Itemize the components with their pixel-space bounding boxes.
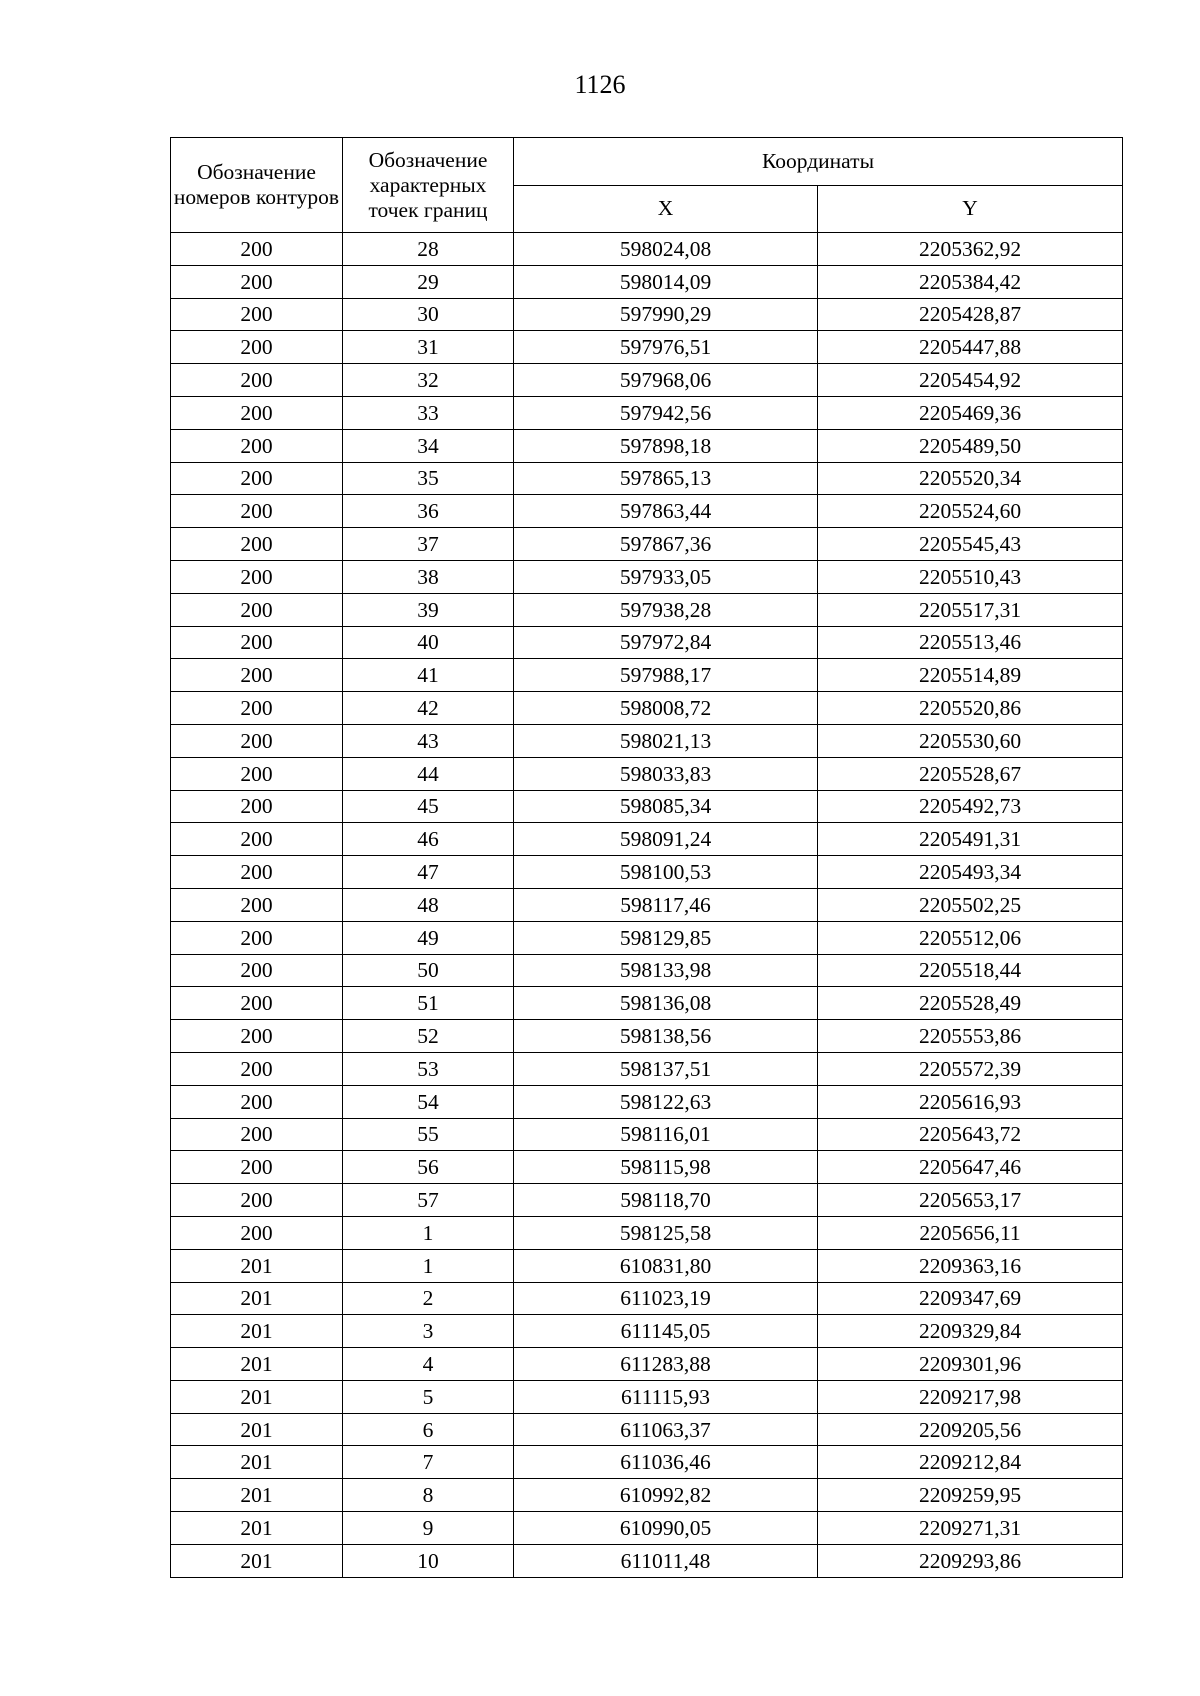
cell-y: 2209217,98 xyxy=(818,1380,1123,1413)
cell-x: 598116,01 xyxy=(514,1118,818,1151)
cell-contour: 200 xyxy=(171,462,343,495)
table-row xyxy=(171,1249,1123,1282)
cell-point: 40 xyxy=(343,626,514,659)
cell-y: 2209347,69 xyxy=(818,1282,1123,1315)
cell-y: 2205517,31 xyxy=(818,593,1123,626)
cell-y: 2205493,34 xyxy=(818,856,1123,889)
cell-x: 597865,13 xyxy=(514,462,818,495)
table-body xyxy=(171,233,1123,1578)
cell-point: 57 xyxy=(343,1184,514,1217)
table-row xyxy=(171,1544,1123,1577)
table-row xyxy=(171,1380,1123,1413)
cell-contour: 200 xyxy=(171,1085,343,1118)
cell-x: 597863,44 xyxy=(514,495,818,528)
cell-y: 2209301,96 xyxy=(818,1348,1123,1381)
cell-point: 2 xyxy=(343,1282,514,1315)
header-x: X xyxy=(514,185,818,233)
table-row xyxy=(171,1446,1123,1479)
cell-x: 598085,34 xyxy=(514,790,818,823)
cell-contour: 201 xyxy=(171,1544,343,1577)
cell-point: 52 xyxy=(343,1020,514,1053)
cell-x: 598133,98 xyxy=(514,954,818,987)
cell-point: 44 xyxy=(343,757,514,790)
cell-x: 598024,08 xyxy=(514,233,818,266)
table-row xyxy=(171,1118,1123,1151)
cell-x: 611011,48 xyxy=(514,1544,818,1577)
cell-contour: 201 xyxy=(171,1249,343,1282)
cell-contour: 200 xyxy=(171,429,343,462)
cell-point: 48 xyxy=(343,888,514,921)
table-row xyxy=(171,265,1123,298)
cell-contour: 200 xyxy=(171,396,343,429)
table-row xyxy=(171,1315,1123,1348)
cell-contour: 200 xyxy=(171,1184,343,1217)
cell-point: 51 xyxy=(343,987,514,1020)
cell-contour: 200 xyxy=(171,233,343,266)
cell-y: 2205643,72 xyxy=(818,1118,1123,1151)
cell-contour: 200 xyxy=(171,495,343,528)
table-row xyxy=(171,987,1123,1020)
cell-x: 611023,19 xyxy=(514,1282,818,1315)
cell-y: 2205616,93 xyxy=(818,1085,1123,1118)
cell-y: 2205492,73 xyxy=(818,790,1123,823)
cell-y: 2205513,46 xyxy=(818,626,1123,659)
table-row xyxy=(171,626,1123,659)
cell-contour: 200 xyxy=(171,265,343,298)
cell-contour: 200 xyxy=(171,659,343,692)
cell-y: 2205428,87 xyxy=(818,298,1123,331)
cell-point: 53 xyxy=(343,1052,514,1085)
cell-contour: 201 xyxy=(171,1479,343,1512)
cell-contour: 200 xyxy=(171,528,343,561)
cell-point: 30 xyxy=(343,298,514,331)
cell-contour: 201 xyxy=(171,1380,343,1413)
cell-contour: 200 xyxy=(171,856,343,889)
cell-x: 610992,82 xyxy=(514,1479,818,1512)
cell-point: 31 xyxy=(343,331,514,364)
cell-contour: 200 xyxy=(171,757,343,790)
cell-x: 598033,83 xyxy=(514,757,818,790)
table-row xyxy=(171,1413,1123,1446)
cell-contour: 200 xyxy=(171,1151,343,1184)
cell-x: 611145,05 xyxy=(514,1315,818,1348)
table-row xyxy=(171,757,1123,790)
cell-y: 2205553,86 xyxy=(818,1020,1123,1053)
cell-contour: 200 xyxy=(171,298,343,331)
table-row xyxy=(171,593,1123,626)
header-coordinates: Координаты xyxy=(514,138,1123,186)
cell-point: 8 xyxy=(343,1479,514,1512)
cell-contour: 201 xyxy=(171,1413,343,1446)
table-row xyxy=(171,692,1123,725)
table-row xyxy=(171,1512,1123,1545)
table-header xyxy=(171,138,1123,233)
cell-point: 39 xyxy=(343,593,514,626)
cell-contour: 200 xyxy=(171,987,343,1020)
table-row xyxy=(171,856,1123,889)
cell-x: 597867,36 xyxy=(514,528,818,561)
cell-y: 2205524,60 xyxy=(818,495,1123,528)
cell-y: 2205510,43 xyxy=(818,560,1123,593)
cell-y: 2205545,43 xyxy=(818,528,1123,561)
cell-x: 598100,53 xyxy=(514,856,818,889)
table-row xyxy=(171,1184,1123,1217)
cell-y: 2205520,34 xyxy=(818,462,1123,495)
table-row xyxy=(171,1151,1123,1184)
cell-x: 610990,05 xyxy=(514,1512,818,1545)
cell-contour: 200 xyxy=(171,921,343,954)
cell-x: 598129,85 xyxy=(514,921,818,954)
cell-x: 598137,51 xyxy=(514,1052,818,1085)
cell-contour: 201 xyxy=(171,1446,343,1479)
table-row xyxy=(171,921,1123,954)
table-row xyxy=(171,1479,1123,1512)
table-row xyxy=(171,659,1123,692)
cell-contour: 200 xyxy=(171,692,343,725)
cell-point: 42 xyxy=(343,692,514,725)
cell-x: 597898,18 xyxy=(514,429,818,462)
cell-x: 597990,29 xyxy=(514,298,818,331)
cell-x: 598115,98 xyxy=(514,1151,818,1184)
cell-x: 597988,17 xyxy=(514,659,818,692)
cell-contour: 201 xyxy=(171,1348,343,1381)
cell-contour: 200 xyxy=(171,1216,343,1249)
cell-x: 610831,80 xyxy=(514,1249,818,1282)
cell-contour: 200 xyxy=(171,954,343,987)
table-row xyxy=(171,560,1123,593)
cell-point: 28 xyxy=(343,233,514,266)
cell-x: 597972,84 xyxy=(514,626,818,659)
cell-contour: 200 xyxy=(171,331,343,364)
cell-contour: 200 xyxy=(171,1118,343,1151)
cell-contour: 200 xyxy=(171,724,343,757)
cell-point: 50 xyxy=(343,954,514,987)
cell-y: 2209205,56 xyxy=(818,1413,1123,1446)
cell-point: 10 xyxy=(343,1544,514,1577)
cell-contour: 200 xyxy=(171,593,343,626)
cell-y: 2205454,92 xyxy=(818,364,1123,397)
cell-point: 37 xyxy=(343,528,514,561)
cell-y: 2205656,11 xyxy=(818,1216,1123,1249)
cell-point: 33 xyxy=(343,396,514,429)
cell-y: 2205362,92 xyxy=(818,233,1123,266)
cell-contour: 201 xyxy=(171,1512,343,1545)
cell-point: 9 xyxy=(343,1512,514,1545)
header-y: Y xyxy=(818,185,1123,233)
cell-contour: 201 xyxy=(171,1282,343,1315)
table-row xyxy=(171,396,1123,429)
cell-point: 56 xyxy=(343,1151,514,1184)
cell-contour: 200 xyxy=(171,1020,343,1053)
cell-y: 2205512,06 xyxy=(818,921,1123,954)
cell-x: 598118,70 xyxy=(514,1184,818,1217)
cell-x: 597938,28 xyxy=(514,593,818,626)
cell-x: 598122,63 xyxy=(514,1085,818,1118)
cell-contour: 200 xyxy=(171,1052,343,1085)
cell-x: 597968,06 xyxy=(514,364,818,397)
cell-point: 36 xyxy=(343,495,514,528)
table-row xyxy=(171,462,1123,495)
table-row xyxy=(171,724,1123,757)
cell-x: 598021,13 xyxy=(514,724,818,757)
cell-y: 2205469,36 xyxy=(818,396,1123,429)
cell-y: 2205528,67 xyxy=(818,757,1123,790)
cell-x: 598117,46 xyxy=(514,888,818,921)
cell-y: 2205518,44 xyxy=(818,954,1123,987)
cell-x: 597976,51 xyxy=(514,331,818,364)
cell-point: 35 xyxy=(343,462,514,495)
cell-point: 43 xyxy=(343,724,514,757)
cell-y: 2205502,25 xyxy=(818,888,1123,921)
cell-point: 1 xyxy=(343,1249,514,1282)
cell-y: 2205520,86 xyxy=(818,692,1123,725)
cell-contour: 200 xyxy=(171,790,343,823)
cell-y: 2205489,50 xyxy=(818,429,1123,462)
table-row xyxy=(171,495,1123,528)
cell-x: 611063,37 xyxy=(514,1413,818,1446)
table-row xyxy=(171,888,1123,921)
cell-point: 1 xyxy=(343,1216,514,1249)
cell-y: 2209293,86 xyxy=(818,1544,1123,1577)
table-row xyxy=(171,823,1123,856)
cell-x: 598136,08 xyxy=(514,987,818,1020)
cell-x: 611036,46 xyxy=(514,1446,818,1479)
cell-contour: 200 xyxy=(171,823,343,856)
table-row xyxy=(171,298,1123,331)
cell-y: 2209329,84 xyxy=(818,1315,1123,1348)
table-row xyxy=(171,364,1123,397)
header-contour-numbers: Обозначение номеров контуров xyxy=(171,138,343,233)
cell-y: 2205514,89 xyxy=(818,659,1123,692)
coordinates-table xyxy=(170,137,1123,1578)
cell-point: 6 xyxy=(343,1413,514,1446)
cell-y: 2205447,88 xyxy=(818,331,1123,364)
cell-point: 54 xyxy=(343,1085,514,1118)
table-row xyxy=(171,1282,1123,1315)
cell-x: 611283,88 xyxy=(514,1348,818,1381)
cell-contour: 200 xyxy=(171,364,343,397)
table-row xyxy=(171,954,1123,987)
cell-y: 2209363,16 xyxy=(818,1249,1123,1282)
table-row xyxy=(171,1348,1123,1381)
table-row xyxy=(171,331,1123,364)
page-number: 1126 xyxy=(574,70,626,99)
cell-x: 598008,72 xyxy=(514,692,818,725)
table-row xyxy=(171,429,1123,462)
cell-contour: 200 xyxy=(171,626,343,659)
cell-point: 4 xyxy=(343,1348,514,1381)
cell-point: 32 xyxy=(343,364,514,397)
table-row xyxy=(171,1052,1123,1085)
table-row xyxy=(171,1085,1123,1118)
cell-contour: 200 xyxy=(171,888,343,921)
cell-x: 597933,05 xyxy=(514,560,818,593)
table-row xyxy=(171,1216,1123,1249)
cell-y: 2205530,60 xyxy=(818,724,1123,757)
cell-point: 46 xyxy=(343,823,514,856)
cell-x: 598091,24 xyxy=(514,823,818,856)
cell-point: 41 xyxy=(343,659,514,692)
cell-point: 5 xyxy=(343,1380,514,1413)
cell-x: 598014,09 xyxy=(514,265,818,298)
cell-x: 597942,56 xyxy=(514,396,818,429)
cell-point: 3 xyxy=(343,1315,514,1348)
cell-y: 2205384,42 xyxy=(818,265,1123,298)
table-row xyxy=(171,233,1123,266)
table-row xyxy=(171,1020,1123,1053)
cell-point: 47 xyxy=(343,856,514,889)
cell-point: 34 xyxy=(343,429,514,462)
table-row xyxy=(171,528,1123,561)
cell-y: 2205647,46 xyxy=(818,1151,1123,1184)
cell-x: 611115,93 xyxy=(514,1380,818,1413)
cell-y: 2205528,49 xyxy=(818,987,1123,1020)
cell-point: 7 xyxy=(343,1446,514,1479)
cell-y: 2205572,39 xyxy=(818,1052,1123,1085)
table-row xyxy=(171,790,1123,823)
cell-x: 598125,58 xyxy=(514,1216,818,1249)
cell-y: 2205653,17 xyxy=(818,1184,1123,1217)
cell-contour: 201 xyxy=(171,1315,343,1348)
cell-point: 38 xyxy=(343,560,514,593)
cell-y: 2209271,31 xyxy=(818,1512,1123,1545)
cell-y: 2205491,31 xyxy=(818,823,1123,856)
cell-y: 2209259,95 xyxy=(818,1479,1123,1512)
cell-point: 29 xyxy=(343,265,514,298)
cell-contour: 200 xyxy=(171,560,343,593)
cell-point: 55 xyxy=(343,1118,514,1151)
cell-point: 45 xyxy=(343,790,514,823)
cell-x: 598138,56 xyxy=(514,1020,818,1053)
cell-point: 49 xyxy=(343,921,514,954)
cell-y: 2209212,84 xyxy=(818,1446,1123,1479)
header-boundary-points: Обозначение характерных точек границ xyxy=(343,138,514,233)
